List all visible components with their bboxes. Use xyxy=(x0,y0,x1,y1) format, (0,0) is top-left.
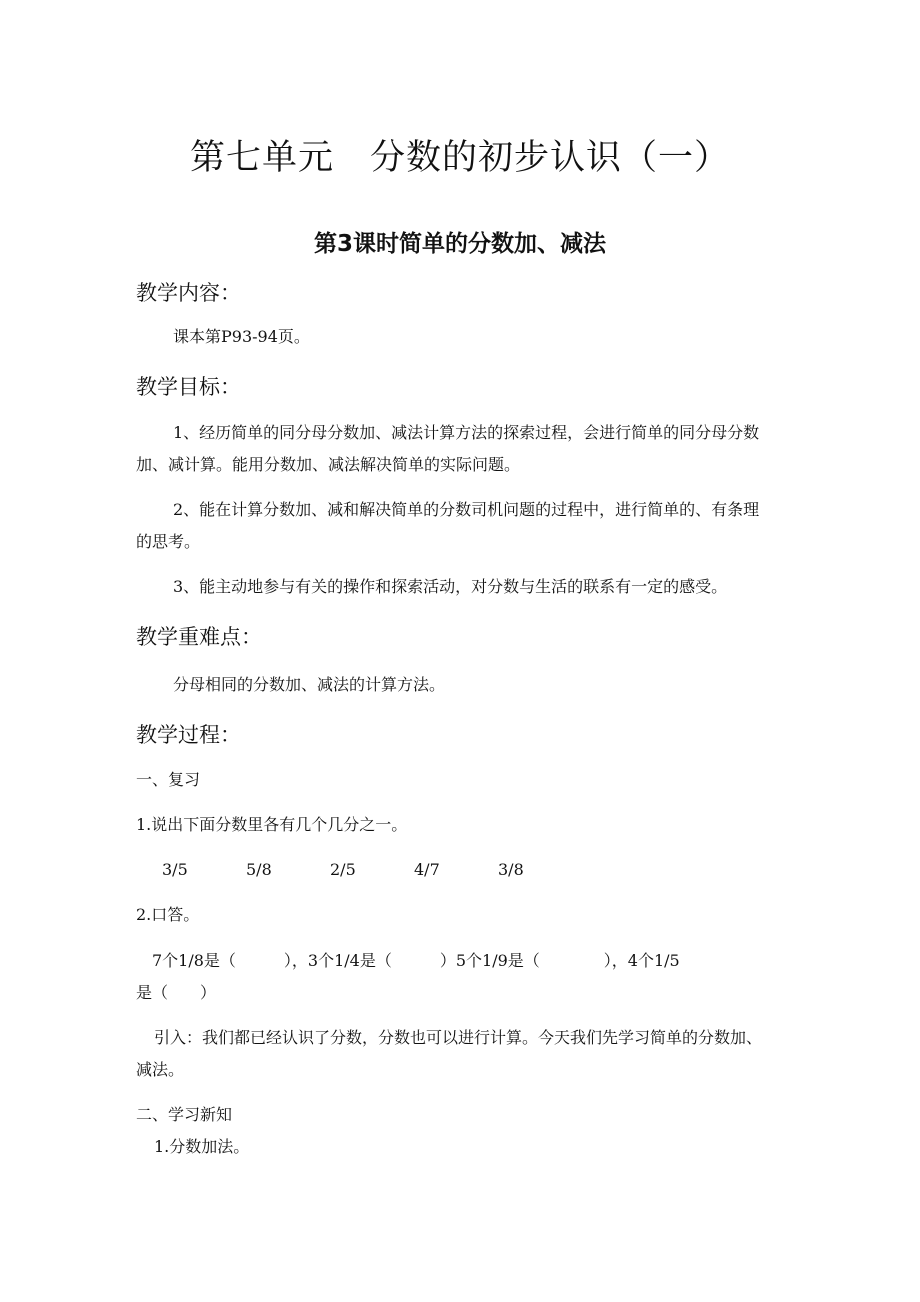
lesson-title: 第3课时简单的分数加、减法 xyxy=(313,231,606,257)
review-question-1: 1.说出下面分数里各有几个几分之一。 xyxy=(136,815,408,834)
oral-answer-line-1: 7个1/8是（ ），3个1/4是（ ）5个1/9是（ ），4个1/5 xyxy=(152,951,680,970)
goal-2-line-2: 的思考。 xyxy=(136,532,201,551)
intro-line-2: 减法。 xyxy=(136,1060,185,1079)
fraction-item: 5/8 xyxy=(246,860,272,879)
unit-title: 第七单元 分数的初步认识（一） xyxy=(189,138,730,178)
new-knowledge-item-1: 1.分数加法。 xyxy=(154,1137,250,1156)
fraction-item: 2/5 xyxy=(330,860,356,879)
intro-line-1: 引入：我们都已经认识了分数，分数也可以进行计算。今天我们先学习简单的分数加、 xyxy=(154,1028,763,1047)
teaching-goals-heading: 教学目标： xyxy=(136,375,241,399)
review-heading: 一、复习 xyxy=(136,770,201,789)
key-points-text: 分母相同的分数加、减法的计算方法。 xyxy=(173,675,446,694)
review-question-2: 2.口答。 xyxy=(136,905,200,924)
teaching-content-heading: 教学内容： xyxy=(136,281,241,305)
goal-1-line-1: 1、经历简单的同分母分数加、减法计算方法的探索过程，会进行简单的同分母分数 xyxy=(173,423,760,442)
goal-1-line-2: 加、减计算。能用分数加、减法解决简单的实际问题。 xyxy=(136,455,521,474)
teaching-process-heading: 教学过程： xyxy=(136,723,241,747)
fraction-list xyxy=(162,858,582,882)
oral-answer-line-2: 是（ ） xyxy=(136,983,217,1002)
goal-2-line-1: 2、能在计算分数加、减和解决简单的分数司机问题的过程中，进行简单的、有条理 xyxy=(173,500,760,519)
new-knowledge-heading: 二、学习新知 xyxy=(136,1105,233,1124)
fraction-item: 3/8 xyxy=(498,860,524,879)
goal-3: 3、能主动地参与有关的操作和探索活动，对分数与生活的联系有一定的感受。 xyxy=(173,577,728,596)
teaching-content-text: 课本第P93-94页。 xyxy=(173,327,310,346)
key-points-heading: 教学重难点： xyxy=(136,625,262,649)
fraction-item: 3/5 xyxy=(162,860,188,879)
fraction-item: 4/7 xyxy=(414,860,440,879)
